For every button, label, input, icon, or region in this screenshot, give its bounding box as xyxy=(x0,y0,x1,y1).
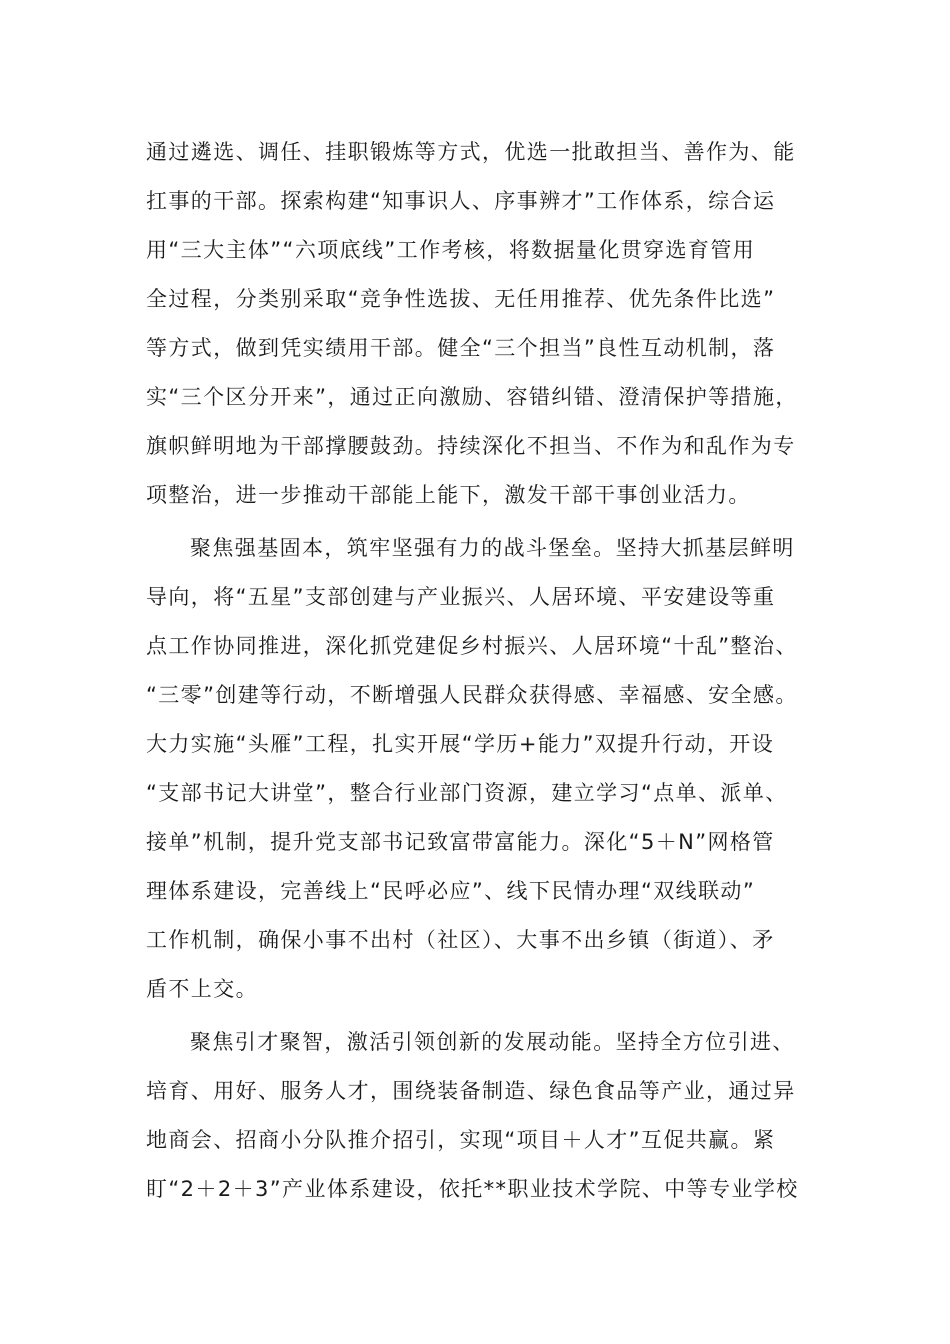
text-line: 接单”机制，提升党支部书记致富带富能力。深化“5＋N”网格管 xyxy=(146,830,775,854)
text-line: 地商会、招商小分队推介招引，实现“项目＋人才”互促共赢。紧 xyxy=(146,1128,776,1152)
text-line: 通过遴选、调任、挂职锻炼等方式，优选一批敢担当、善作为、能 xyxy=(146,140,796,164)
text-line: 盾不上交。 xyxy=(146,977,258,1001)
text-line: 旗帜鲜明地为干部撑腰鼓劲。持续深化不担当、不作为和乱作为专 xyxy=(146,434,796,458)
text-line: 用“三大主体”“六项底线”工作考核，将数据量化贯穿选育管用 xyxy=(146,238,756,262)
text-line: 导向，将“五星”支部创建与产业振兴、人居环境、平安建设等重 xyxy=(146,585,776,609)
text-line: 理体系建设，完善线上“民呼必应”、线下民情办理“双线联动” xyxy=(146,879,756,903)
text-line: 等方式，做到凭实绩用干部。健全“三个担当”良性互动机制，落 xyxy=(146,336,776,360)
text-line: “三零”创建等行动，不断增强人民群众获得感、幸福感、安全感。 xyxy=(146,683,798,707)
paragraph-first-line: 聚焦强基固本，筑牢坚强有力的战斗堡垒。坚持大抓基层鲜明 xyxy=(190,536,795,560)
text-line: “支部书记大讲堂”，整合行业部门资源，建立学习“点单、派单、 xyxy=(146,781,788,805)
text-line: 实“三个区分开来”，通过正向激励、容错纠错、澄清保护等措施， xyxy=(146,385,798,409)
text-line: 大力实施“头雁”工程，扎实开展“学历+能力”双提升行动，开设 xyxy=(146,732,775,756)
text-line: 盯“2＋2＋3”产业体系建设，依托**职业技术学院、中等专业学校 xyxy=(146,1177,799,1201)
paragraph-first-line: 聚焦引才聚智，激活引领创新的发展动能。坚持全方位引进、 xyxy=(190,1030,795,1054)
text-line: 点工作协同推进，深化抓党建促乡村振兴、人居环境“十乱”整治、 xyxy=(146,634,798,658)
text-line: 扛事的干部。探索构建“知事识人、序事辨才”工作体系，综合运 xyxy=(146,189,776,213)
text-line: 工作机制，确保小事不出村（社区）、大事不出乡镇（街道）、矛 xyxy=(146,928,775,952)
text-line: 培育、用好、服务人才，围绕装备制造、绿色食品等产业，通过异 xyxy=(146,1079,796,1103)
text-line: 全过程，分类别采取“竞争性选拔、无任用推荐、优先条件比选” xyxy=(146,287,776,311)
text-line: 项整治，进一步推动干部能上能下，激发干部干事创业活力。 xyxy=(146,483,751,507)
